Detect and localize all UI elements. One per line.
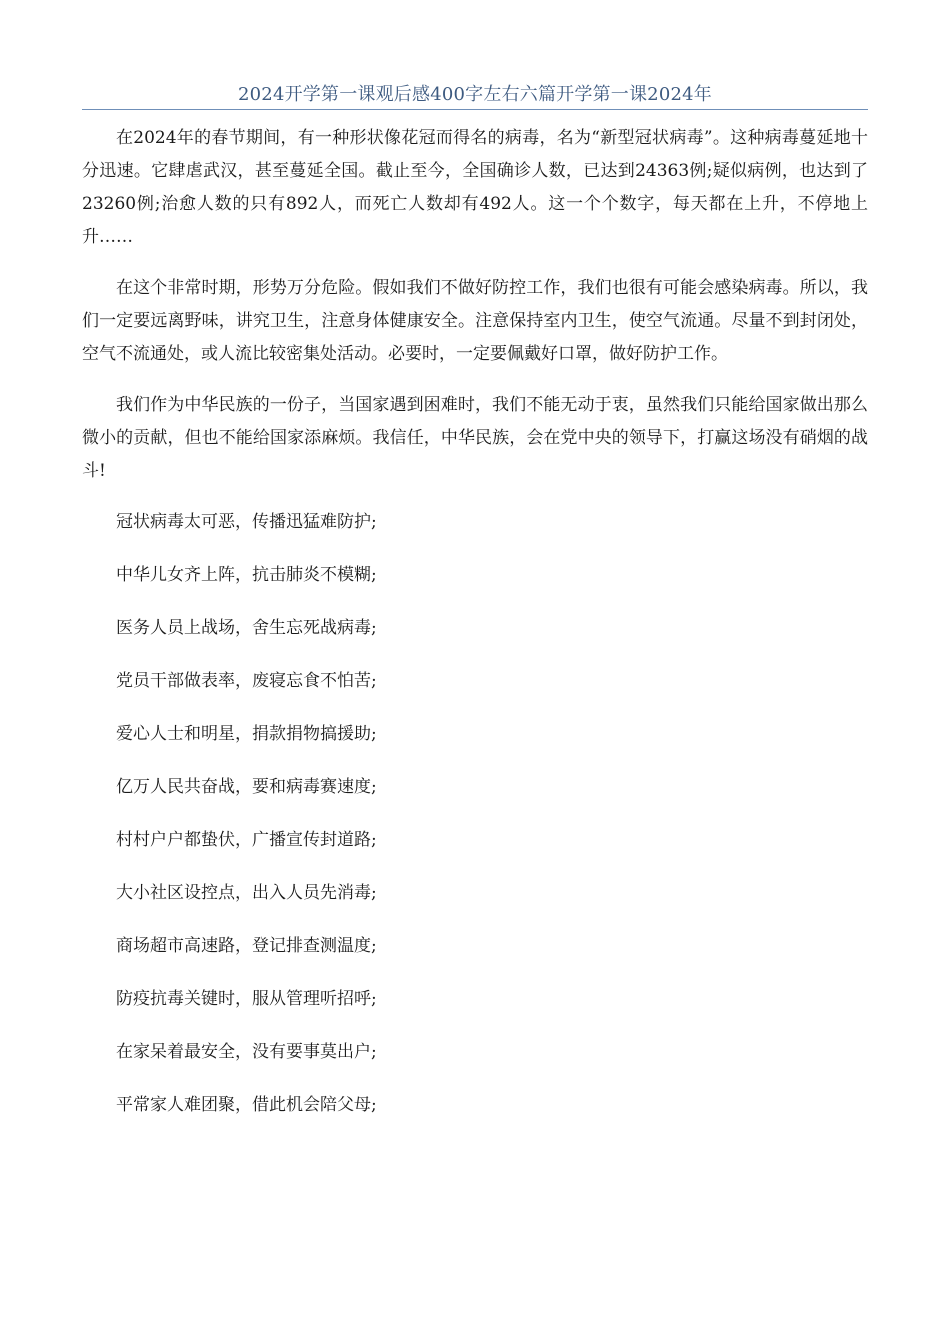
verse-line: 在家呆着最安全，没有要事莫出户;: [116, 1042, 377, 1062]
verse-line: 爱心人士和明星，捐款捐物搞援助;: [116, 724, 377, 744]
body-paragraph: 在2024年的春节期间，有一种形状像花冠而得名的病毒，名为“新型冠状病毒”。这种病毒蔓延地十分迅速。它肆虐武汉，甚至蔓延全国。截止至今，全国确诊人数，已达到24363例;疑似病例，也达到了23260例;治愈人数的只有892人，而死亡人数却有492人。这一个个数字，每天都在上升，不停地上升……: [82, 128, 868, 247]
verse-line: 中华儿女齐上阵，抗击肺炎不模糊;: [116, 565, 377, 585]
verse-line: 村村户户都蛰伏，广播宣传封道路;: [116, 830, 377, 850]
body-paragraph: 我们作为中华民族的一份子，当国家遇到困难时，我们不能无动于衷，虽然我们只能给国家做出那么微小的贡献，但也不能给国家添麻烦。我信任，中华民族，会在党中央的领导下，打赢这场没有硝烟的战斗!: [82, 395, 868, 481]
document-body: [82, 122, 868, 1142]
header-divider: [82, 109, 868, 110]
verse-line: 商场超市高速路，登记排查测温度;: [116, 936, 377, 956]
verse-line: 大小社区设控点，出入人员先消毒;: [116, 883, 377, 903]
body-paragraph: 在这个非常时期，形势万分危险。假如我们不做好防控工作，我们也很有可能会感染病毒。所以，我们一定要远离野味，讲究卫生，注意身体健康安全。注意保持室内卫生，使空气流通。尽量不到封闭处，空气不流通处，或人流比较密集处活动。必要时，一定要佩戴好口罩，做好防护工作。: [82, 278, 868, 364]
document-header-title: 2024开学第一课观后感400字左右六篇开学第一课2024年: [238, 84, 712, 105]
verse-list: [82, 506, 868, 1142]
verse-line: 党员干部做表率，废寝忘食不怕苦;: [116, 671, 377, 691]
verse-line: 亿万人民共奋战，要和病毒赛速度;: [116, 777, 377, 797]
verse-line: 医务人员上战场，舍生忘死战病毒;: [116, 618, 377, 638]
verse-line: 冠状病毒太可恶，传播迅猛难防护;: [116, 512, 377, 532]
verse-line: 防疫抗毒关键时，服从管理听招呼;: [116, 989, 377, 1009]
verse-line: 平常家人难团聚，借此机会陪父母;: [116, 1095, 377, 1115]
